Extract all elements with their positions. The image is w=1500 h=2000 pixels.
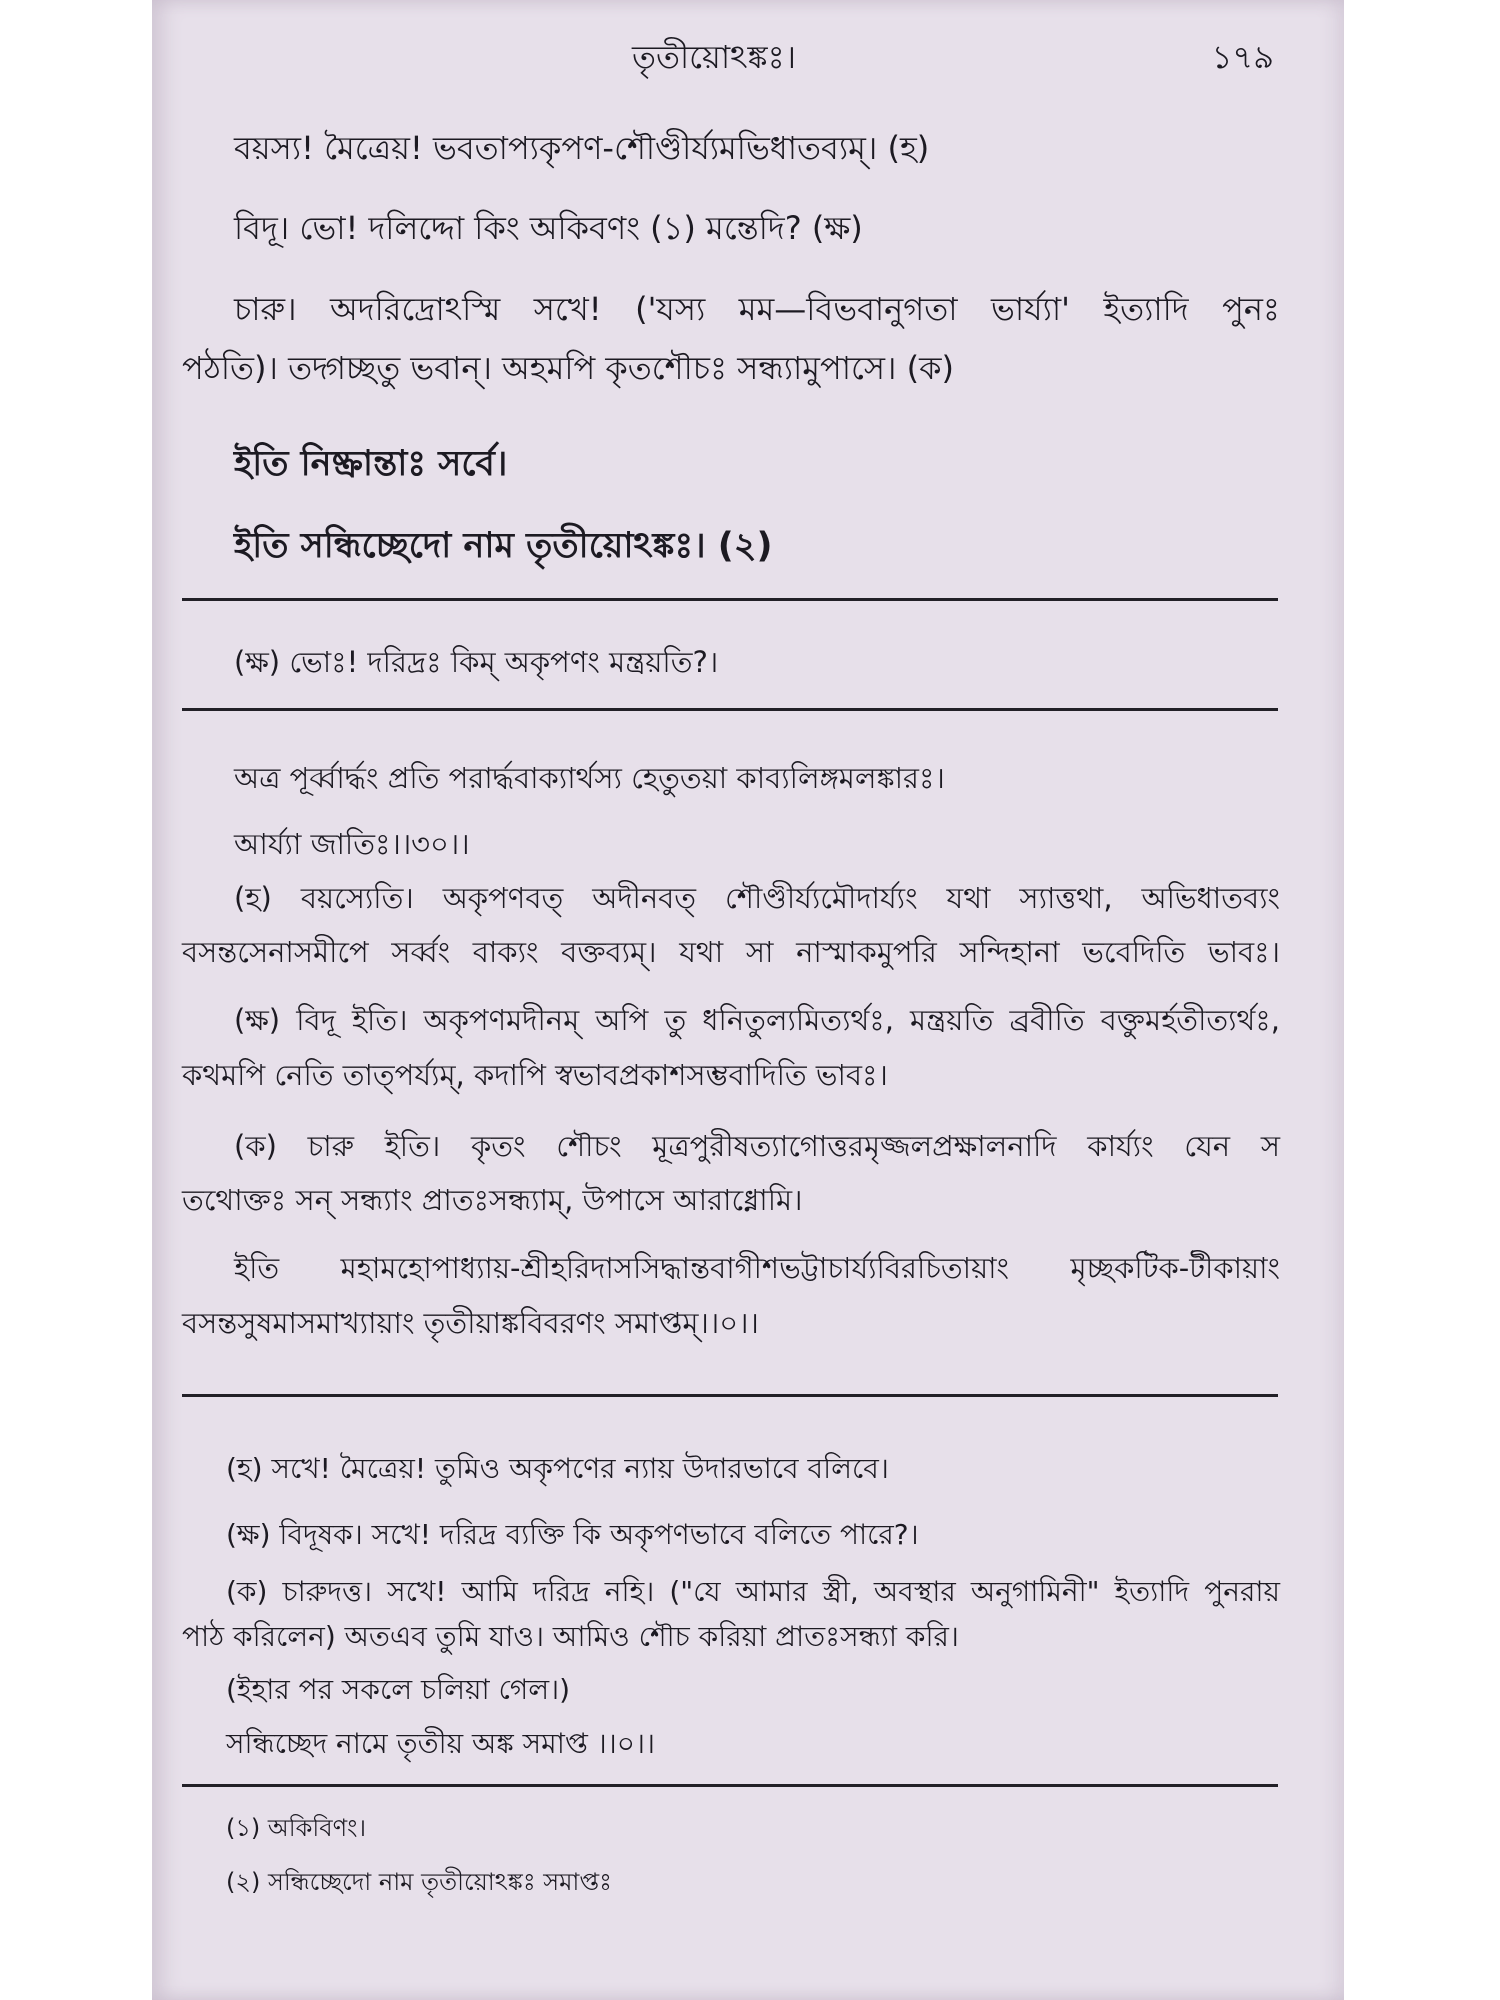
main-text-line: বিদূ। ভো! দলিদ্দো কিং অকিবণং (১) মন্তেদি? (ক্ষ) — [234, 209, 863, 247]
divider-rule — [182, 708, 1278, 711]
translation-line: (ক) চারুদত্ত। সখে! আমি দরিদ্র নহি। ("যে আমার স্ত্রী, অবস্থার অনুগামিনী" ইত্যাদি পুনরায় — [226, 1575, 1280, 1608]
commentary-line: (ক) চারু ইতি। কৃতং শৌচং মূত্রপুরীষত্যাগোত্তরমৃজ্জলপ্রক্ষালনাদি কার্য্যং যেন স — [234, 1129, 1280, 1163]
gloss-line: (ক্ষ) ভোঃ! দরিদ্রঃ কিম্ অকৃপণং মন্ত্রয়তি?। — [234, 645, 719, 679]
commentary-line: বসন্তসুষমাসমাখ্যায়াং তৃতীয়াঙ্কবিবরণং সমাপ্তম্।।০।। — [182, 1306, 759, 1340]
commentary-line: (হ) বয়স্যেতি। অকৃপণবত্ অদীনবত্ শৌণ্ডীর্য্যমৌদার্য্যং যথা স্যাত্তথা, অভিধাতব্যং — [234, 881, 1280, 915]
footnote: (২) সন্ধিচ্ছেদো নাম তৃতীয়োঽঙ্কঃ সমাপ্তঃ — [226, 1868, 612, 1896]
page-number: ১৭৯ — [1211, 38, 1274, 76]
commentary-line: (ক্ষ) বিদূ ইতি। অকৃপণমদীনম্ অপি তু ধনিতুল্যমিত্যর্থঃ, মন্ত্রয়তি ব্রবীতি বক্তুমর্হতীত্যর্থঃ, — [234, 1003, 1280, 1037]
divider-rule — [182, 1784, 1278, 1787]
commentary-line: অত্র পূর্ব্বার্দ্ধং প্রতি পরার্দ্ধবাক্যার্থস্য হেতুতয়া কাব্যলিঙ্গমলঙ্কারঃ। — [234, 761, 945, 795]
exit-direction: ইতি নিষ্ক্রান্তাঃ সর্বে। — [234, 444, 508, 484]
commentary-line: কথমপি নেতি তাত্পর্য্যম্, কদাপি স্বভাবপ্রকাশসম্ভবাদিতি ভাবঃ। — [182, 1058, 888, 1092]
running-header-title: তৃতীয়োঽঙ্কঃ। — [632, 38, 797, 76]
divider-rule — [182, 598, 1278, 601]
book-page — [152, 0, 1344, 2000]
translation-line: (হ) সখে! মৈত্রেয়! তুমিও অকৃপণের ন্যায় উদারভাবে বলিবে। — [226, 1452, 889, 1485]
commentary-line: তথোক্তঃ সন্ সন্ধ্যাং প্রাতঃসন্ধ্যাম্, উপাসে আরাধ্নোমি। — [182, 1183, 803, 1217]
main-text-line: পঠতি)। তদ্গচ্ছতু ভবান্। অহমপি কৃতশৌচঃ সন্ধ্যামুপাসে। (ক) — [182, 349, 955, 387]
translation-line: সন্ধিচ্ছেদ নামে তৃতীয় অঙ্ক সমাপ্ত ।।০।। — [226, 1727, 656, 1760]
divider-rule — [182, 1394, 1278, 1397]
act-end-line: ইতি সন্ধিচ্ছেদো নাম তৃতীয়োঽঙ্কঃ। (২) — [234, 526, 773, 566]
commentary-line: আর্য্যা জাতিঃ।।৩০।। — [234, 827, 470, 861]
translation-line: (ইহার পর সকলে চলিয়া গেল।) — [226, 1673, 571, 1706]
footnote: (১) অকিবিণং। — [226, 1814, 367, 1842]
commentary-line: বসন্তসেনাসমীপে সর্ব্বং বাক্যং বক্তব্যম্। যথা সা নাস্মাকমুপরি সন্দিহানা ভবেদিতি ভাবঃ। — [182, 935, 1280, 969]
main-text-line: বয়স্য! মৈত্রেয়! ভবতাপ্যকৃপণ-শৌণ্ডীর্য্যমভিধাতব্যম্। (হ) — [234, 129, 930, 167]
translation-line: পাঠ করিলেন) অতএব তুমি যাও। আমিও শৌচ করিয়া প্রাতঃসন্ধ্যা করি। — [182, 1620, 959, 1653]
main-text-line: চারু। অদরিদ্রোঽস্মি সখে! ('যস্য মম—বিভবানুগতা ভার্য্যা' ইত্যাদি পুনঃ — [234, 290, 1280, 328]
translation-line: (ক্ষ) বিদূষক। সখে! দরিদ্র ব্যক্তি কি অকৃপণভাবে বলিতে পারে?। — [226, 1518, 919, 1551]
commentary-line: ইতি মহামহোপাধ্যায়-শ্রীহরিদাসসিদ্ধান্তবাগীশভট্টাচার্য্যবিরচিতায়াং মৃচ্ছকটিক-টীকায়াং — [234, 1251, 1280, 1285]
